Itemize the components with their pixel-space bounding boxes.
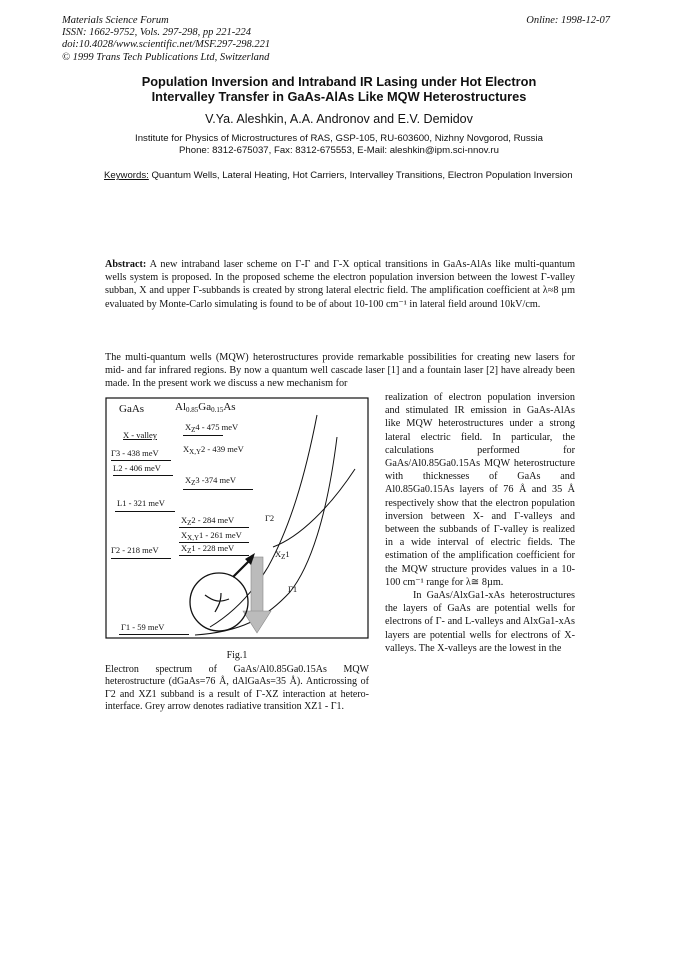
figure-caption (105, 650, 369, 713)
journal-header (62, 15, 270, 64)
abstract-text: A new intraband laser scheme on Γ-Γ and Γ-X optical transitions in GaAs-AlAs like multi-quantum wells system is proposed. In the proposed scheme the electron population inversion between the lowest Γ-valley subban, X and upper Γ-subbands is created by strong lateral electric field. The amplification coefficient at λ≈8 µm evaluated by Monte-Carlo simulating is found to be of about 10-100 cm⁻¹ in lateral field around 10kV/cm. (105, 259, 576, 310)
curve-label-xz1: $X_Z1$ (275, 549, 290, 561)
title-line-1: Population Inversion and Intraband IR Lasing under Hot Electron (141, 74, 537, 89)
abstract (105, 258, 575, 311)
keywords (104, 170, 580, 182)
level-gamma3: Γ3 - 438 meV (111, 448, 159, 458)
doi-link[interactable]: doi:10.4028/www.scientific.net/MSF.297-298.221 (62, 39, 271, 51)
right-column-paragraph-2: In GaAs/AlxGa1-xAs heterostructures the layers of GaAs are potential wells for electrons of Γ- and L-valleys and AlxGa1-xAs layers are potential wells for electrons of X-valleys. The X-valleys are the lowest in the (385, 590, 575, 654)
figure-title: Fig.1 (226, 650, 248, 661)
right-column (385, 391, 575, 655)
authors: V.Ya. Aleshkin, A.A. Andronov and E.V. Demidov (205, 112, 473, 126)
level-xz3-line (183, 489, 253, 490)
radiative-arrow-shaft (251, 557, 263, 613)
issn-line: ISSN: 1662-9752, Vols. 297-298, pp 221-224 (62, 27, 251, 39)
right-column-paragraph-1: realization of electron population inversion and stimulated IR emission in GaAs-AlAs like MQW heterostructures under a strong lateral electric field. In particular, the calculations performed for GaAs/Al0.85Ga0.15As MQW heterostructure with thicknesses of GaAs and Al0.85Ga0.15As layers of 76 Å and 35 Å respectively show that the electron population inversion between X- and Γ-valleys and between the subbands of Γ-valley is realized in a wide interval of electric fields. The estimation of the amplification coefficient for the MQW structure provides values in a 10-100 cm⁻¹ range for λ≅ 8µm. (385, 392, 575, 588)
level-xz4: $X_Z4 - 475$ meV (185, 422, 239, 434)
level-gamma1-line (119, 634, 189, 635)
curve-label-gamma1: Γ1 (288, 584, 298, 594)
copyright-line: © 1999 Trans Tech Publications Ltd, Switzerland (62, 51, 270, 63)
journal-name: Materials Science Forum (62, 15, 169, 26)
level-xz2: $X_Z2 - 284$ meV (181, 515, 235, 527)
title-line-2: Intervalley Transfer in GaAs-AlAs Like MQW Heterostructures (151, 89, 527, 104)
level-xz2-line (179, 527, 249, 528)
level-xxy1: $X_{X,Y}1 - 261$ meV (181, 530, 242, 542)
level-gamma1: Γ1 - 59 meV (121, 622, 165, 632)
level-xz3: $X_Z3$ -374 meV (185, 475, 237, 487)
level-gamma2: Γ2 - 218 meV (111, 545, 159, 555)
figure-caption-text: Electron spectrum of GaAs/Al0.85Ga0.15As MQW heterostructure (dGaAs=76 Å, dAlGaAs=35 Å). Anticrossing of Γ2 and XZ1 subband is a result of Γ-XZ interaction at hetero-interface. Grey arrow denotes radiative transition XZ1 - Γ1. (105, 664, 369, 712)
keywords-text: Quantum Wells, Lateral Heating, Hot Carriers, Intervalley Transitions, Electron Population Inversion (151, 170, 573, 181)
level-xz1-line (179, 555, 249, 556)
online-date: Online: 1998-12-07 (526, 15, 610, 26)
label-gaas: GaAs (119, 403, 145, 415)
level-xz1: $X_Z1 - 228$ meV (181, 543, 235, 555)
level-gamma3-line (111, 460, 171, 461)
label-algaas: $Al_{0.85}Ga_{0.15}As$ (175, 401, 236, 414)
level-gamma2-line (111, 558, 171, 559)
level-l1: L1 - 321 meV (117, 498, 165, 508)
abstract-label: Abstract: (105, 259, 147, 270)
level-xxy2: $X_{X,Y}2 - 439$ meV (183, 444, 244, 456)
level-l2-line (113, 475, 173, 476)
paper-title (80, 74, 598, 104)
affiliation-line-1: Institute for Physics of Microstructures of RAS, GSP-105, RU-603600, Nizhny Novgorod, Russia (135, 133, 543, 144)
affiliation-line-2: Phone: 8312-675037, Fax: 8312-675553, E-Mail: aleshkin@ipm.sci-nnov.ru (179, 145, 499, 156)
level-l1-line (115, 511, 175, 512)
level-xz4-line (183, 435, 223, 436)
figure-1 (105, 397, 369, 639)
intro-paragraph: The multi-quantum wells (MQW) heterostructures provide remarkable possibilities for creating new lasers for mid- and far infrared regions. By now a quantum well cascade laser [1] and a fountain laser [2] have already been made. In the present work we discuss a new mechanism for (105, 352, 575, 390)
level-x-valley: X - valley (123, 430, 157, 440)
keywords-label: Keywords: (104, 170, 149, 181)
affiliation (80, 133, 598, 157)
curve-label-gamma2: Γ2 (265, 513, 275, 523)
level-l2: L2 - 406 meV (113, 463, 161, 473)
